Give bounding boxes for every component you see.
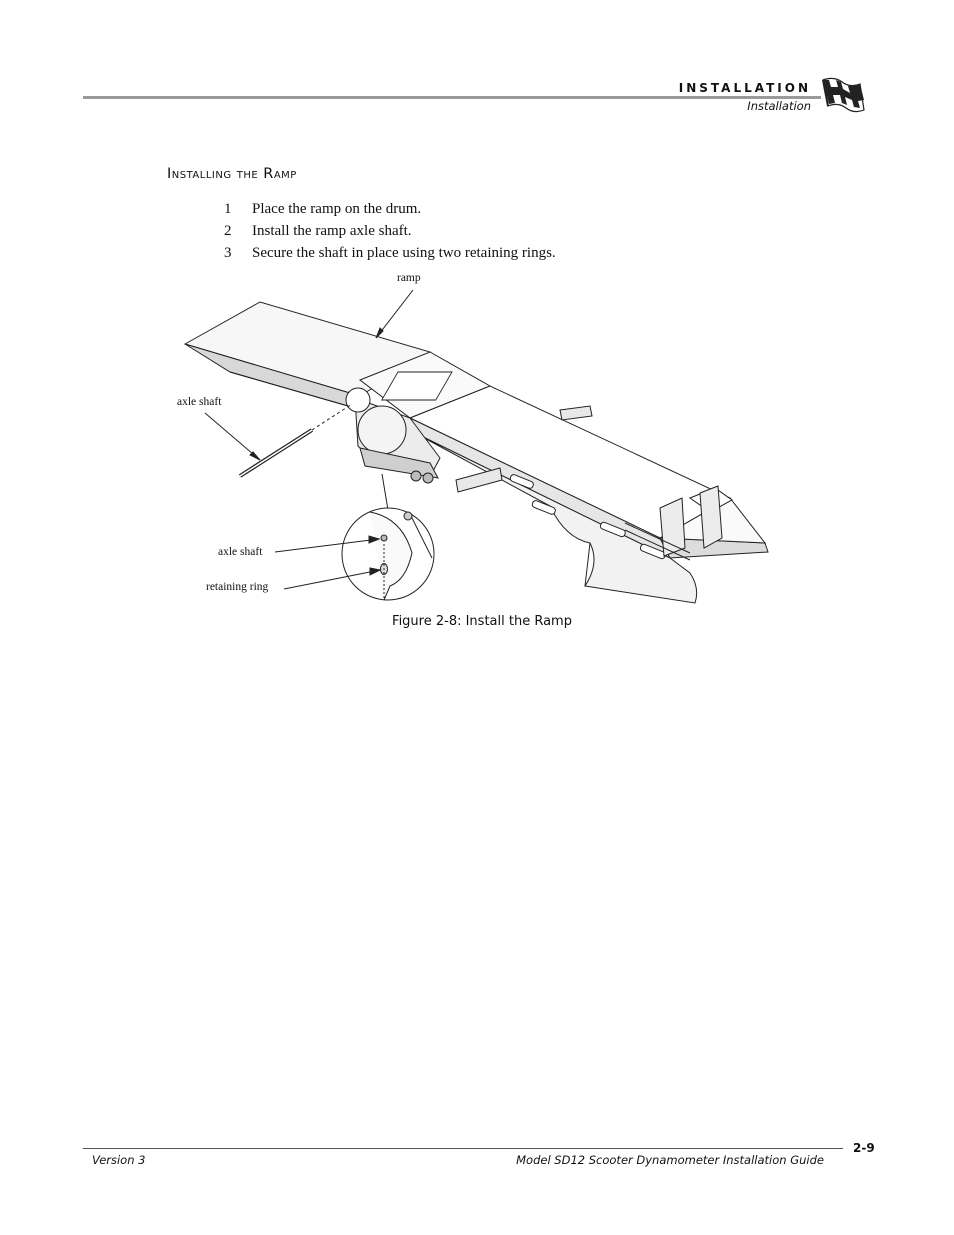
checkered-flag-icon — [820, 76, 866, 116]
footer-version: Version 3 — [92, 1153, 146, 1167]
step-number: 1 — [224, 201, 232, 217]
section-title: Installing the Ramp — [167, 166, 297, 182]
step-item — [224, 220, 556, 242]
step-text: Install the ramp axle shaft. — [252, 223, 412, 239]
figure-caption-text: Figure 2-8: Install the Ramp — [392, 614, 572, 629]
figure-caption — [0, 614, 954, 629]
page-number: 2-9 — [853, 1141, 875, 1155]
step-text: Secure the shaft in place using two retaining rings. — [252, 245, 556, 261]
header-section: Installation — [747, 99, 811, 113]
step-item — [224, 242, 556, 264]
header-chapter: INSTALLATION — [678, 81, 811, 95]
step-text: Place the ramp on the drum. — [252, 201, 422, 217]
callout-retaining-ring: retaining ring — [206, 581, 269, 593]
header-rule — [83, 96, 821, 99]
callout-ramp: ramp — [397, 272, 421, 284]
detail-view-drawing — [342, 508, 434, 600]
installation-steps — [224, 198, 556, 264]
step-item — [224, 198, 556, 220]
step-number: 3 — [224, 245, 232, 261]
callout-axle-shaft: axle shaft — [177, 396, 222, 408]
footer-rule — [83, 1148, 843, 1149]
step-number: 2 — [224, 223, 232, 239]
callout-axle-shaft-detail: axle shaft — [218, 546, 263, 558]
footer-guide-title: Model SD12 Scooter Dynamometer Installation Guide — [516, 1153, 824, 1167]
